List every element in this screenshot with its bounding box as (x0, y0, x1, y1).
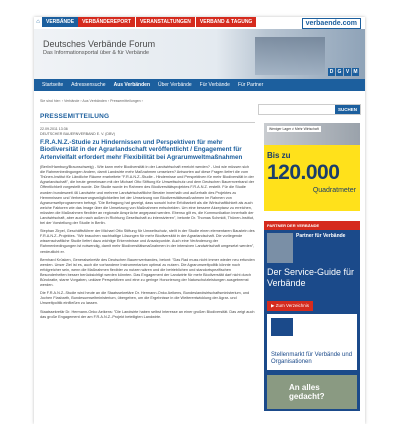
dgvm-letter: V (345, 69, 350, 75)
ad-partner-bar: PARTNER DER VERBÄNDE (264, 221, 360, 230)
article-body (40, 165, 255, 320)
topnav-verbaende[interactable]: VERBÄNDE (42, 17, 78, 27)
ad-unit: Quadratmeter (312, 187, 356, 194)
article-org[interactable]: DEUTSCHER BAUERNVERBAND E. V. (DBV) (40, 131, 115, 136)
topnav-veranstaltungen[interactable]: VERANSTALTUNGEN (135, 17, 195, 27)
ad-zum-verzeichnis-button[interactable]: ▶ Zum Verzeichnis (267, 301, 313, 311)
article-paragraph: Staatssekretär Dr. Hermann-Onko Aeikens: "Die Landwirte haben selbst Interesse an einer großen Biodiversität. Das zeigt auch das große Engagement der am F.R.A.N.Z.-Projekt beteiligten Landwirte. (40, 309, 255, 319)
topnav-verbaendereport[interactable]: VERBÄNDEREPORT (78, 17, 135, 27)
article-content (40, 113, 255, 323)
article-title: F.R.A.N.Z.-Studie zu Hindernissen und Perspektiven für mehr Biodiversität in der Agrarlandschaft veröffentlicht / Engagement für Artenvielfalt erfordert mehr Flexibilität bei Agrarumweltmaßnahmen (40, 139, 243, 161)
dgvm-logo[interactable] (328, 68, 359, 76)
nav-ueber-verbaende[interactable]: Über Verbände (158, 82, 192, 88)
ad-service-guide[interactable] (264, 221, 360, 411)
article-paragraph: Bernhard Krüsken, Generalsekretär des Deutschen Bauernverbandes, betont: "Das Rad muss nicht immer wieder neu erfunden werden. Unser Ziel ist es, auch die vorhandene Instrumentarium optimal zu nutzen. Die Agrarumweltpolitik könnte noch erfolgreicher sein, wenn die Maßnahmen flexibler zu nutzen wären und die betrieblichen und standortspezifischen Besonderheiten besser berücksichtigt werden könnten. Das Engagement der Landwirte für mehr Biodiversität darf nicht durch Bürokratie, starre Vorgaben, unklare Perspektiven und eine zu geringe Honorierung der Naturschutzleistungen ausgebremst werden. (40, 257, 255, 288)
dgvm-letter: D (329, 69, 334, 75)
site-title[interactable]: Deutsches Verbände Forum (43, 39, 156, 49)
dgvm-letter: G (337, 69, 342, 75)
dgvm-letter: M (353, 69, 358, 75)
ad-bis: Bis zu (267, 151, 291, 160)
page-frame (34, 17, 365, 424)
header-banner (34, 29, 365, 79)
ad-stellenmarkt-logo (271, 318, 293, 336)
ad-guide-title: Der Service-Guide für Verbände (267, 267, 355, 288)
site-subtitle: Das Informationsportal über & für Verbände (43, 50, 150, 56)
nav-fuer-verbaende[interactable]: Für Verbände (199, 82, 230, 88)
top-navigation (34, 17, 365, 27)
search-box (258, 104, 361, 115)
section-heading: PRESSEMITTEILUNG (40, 113, 255, 123)
article-paragraph: (Berlin/Hamburg/Braunschweig) - Wie kann mehr Biodiversität in der Landwirtschaft erreicht werden? - Und wie müssen sich die Rahmenbedingungen ändern, damit Landwirte mehr Maßnahmen umsetzen? Antworten auf diese Fragen liefert die vom Thünen-Institut für Ländliche Räume erarbeitete "F.R.A.N.Z.-Studie - Hindernisse und Perspektiven für mehr Biodiversität in der Agrarlandschaft", die heute gemeinsam mit der Michael Otto Stiftung für Umweltschutz und dem Deutschen Bauernverband der Öffentlichkeit vorgestellt wurde. Die Studie wurde im Rahmen des Biodiversitätsprojektes F.R.A.N.Z. erstellt. Für die Studie wurden bundesweit 46 Landwirte und mehrere Landwirtschaftliche Berater innerhalb und außerhalb des Projektes zu Hemmnissen und Verbesserungsmöglichkeiten bei der Umsetzung von Biodiversitätsmaßnahmen im Rahmen von Agrarumweltprogrammen befragt. "Die Befragung hat gezeigt, dass sowohl hohe Erfolbarkeit als die Wirtschaftlichkeit als auch weiche Faktoren wie das Image über die Umsetzung von Maßnahmen entscheiden. Um eine bessere Akzeptanz zu erreichen, müssten die Maßnahmen flexibler an regionale Ansprüche angepasst werden. Ebenso gilt es, die Kommunikation innerhalb der Landwirtschaft, aber auch nach außen in Richtung Gesellschaft zu intensivieren", betonte Dr. Thomas Schmidt, Thünen-Institut, bei der Vorstellung der Studie in Berlin. (40, 165, 255, 226)
nav-fuer-partner[interactable]: Für Partner (237, 82, 264, 88)
breadcrumb[interactable]: Sie sind hier: › Verbände › Aus Verbänden › Pressemitteilungen › (40, 99, 143, 103)
ad-quadratmeter[interactable] (264, 123, 360, 211)
ad-footer-banner[interactable] (267, 375, 357, 409)
nav-adressensuche[interactable]: Adressensuche (71, 82, 106, 88)
nav-aus-verbaenden[interactable]: Aus Verbänden (113, 82, 150, 88)
banner-image (255, 37, 325, 75)
article-meta (40, 127, 255, 136)
sidebar-ads (264, 123, 360, 411)
article-date: 22.09.2011 13:36 (40, 127, 68, 131)
article-paragraph: Stephan Zirpel, Geschäftsführer der Michael Otto Stiftung für Umweltschutz, stellt in der Studie einen elementaren Baustein des F.R.A.N.Z.-Projektes. "Wir brauchen nachhaltige Lösungen für mehr Biodiversität in der Agrarlandschaft. Die vorliegende wissenschaftliche Studie liefert dazu wichtige Erkenntnisse und Ansatzpunkte. Auch eine Veränderung der Rahmenbedingungen ist notwendig, damit mehr Biodiversitätsmaßnahmen in der intensiven Landwirtschaft umgesetzt werden", verdeutlicht er. (40, 229, 255, 254)
topnav-verband-tagung[interactable]: VERBAND & TAGUNG (195, 17, 256, 27)
home-icon[interactable]: ⌂ (34, 17, 42, 27)
ad-stellenmarkt-caption: Stellenmarkt für Verbände und Organisationen (271, 352, 353, 365)
ad-stellenmarkt-card[interactable] (267, 314, 357, 370)
ad-header: Weniger Lager ≠ Mehr Wirtschaft (269, 127, 319, 131)
ad-number: 120.000 (267, 161, 340, 184)
ad-footer-text: An alles gedacht? (289, 383, 325, 401)
ad-partner-image (267, 233, 293, 263)
ad-partner-text: Partner für Verbände (296, 233, 346, 239)
main-navigation (34, 79, 365, 91)
search-button[interactable]: SUCHEN (335, 105, 360, 114)
verbaende-logo[interactable]: verbaende.com (302, 18, 361, 29)
nav-startseite[interactable]: Startseite (42, 82, 64, 88)
article-paragraph: Die F.R.A.N.Z.-Studie wird heute an die Staatssekretäre Dr. Hermann-Onko Aeikens, Bundeslandwirtschaftsministerium, und Jochen Flasbarth, Bundesumweltministerium, übergeben, um die Ergebnisse in die Weiterentwicklung der Agrar- und Umweltpolitik einfließen zu lassen. (40, 291, 250, 306)
